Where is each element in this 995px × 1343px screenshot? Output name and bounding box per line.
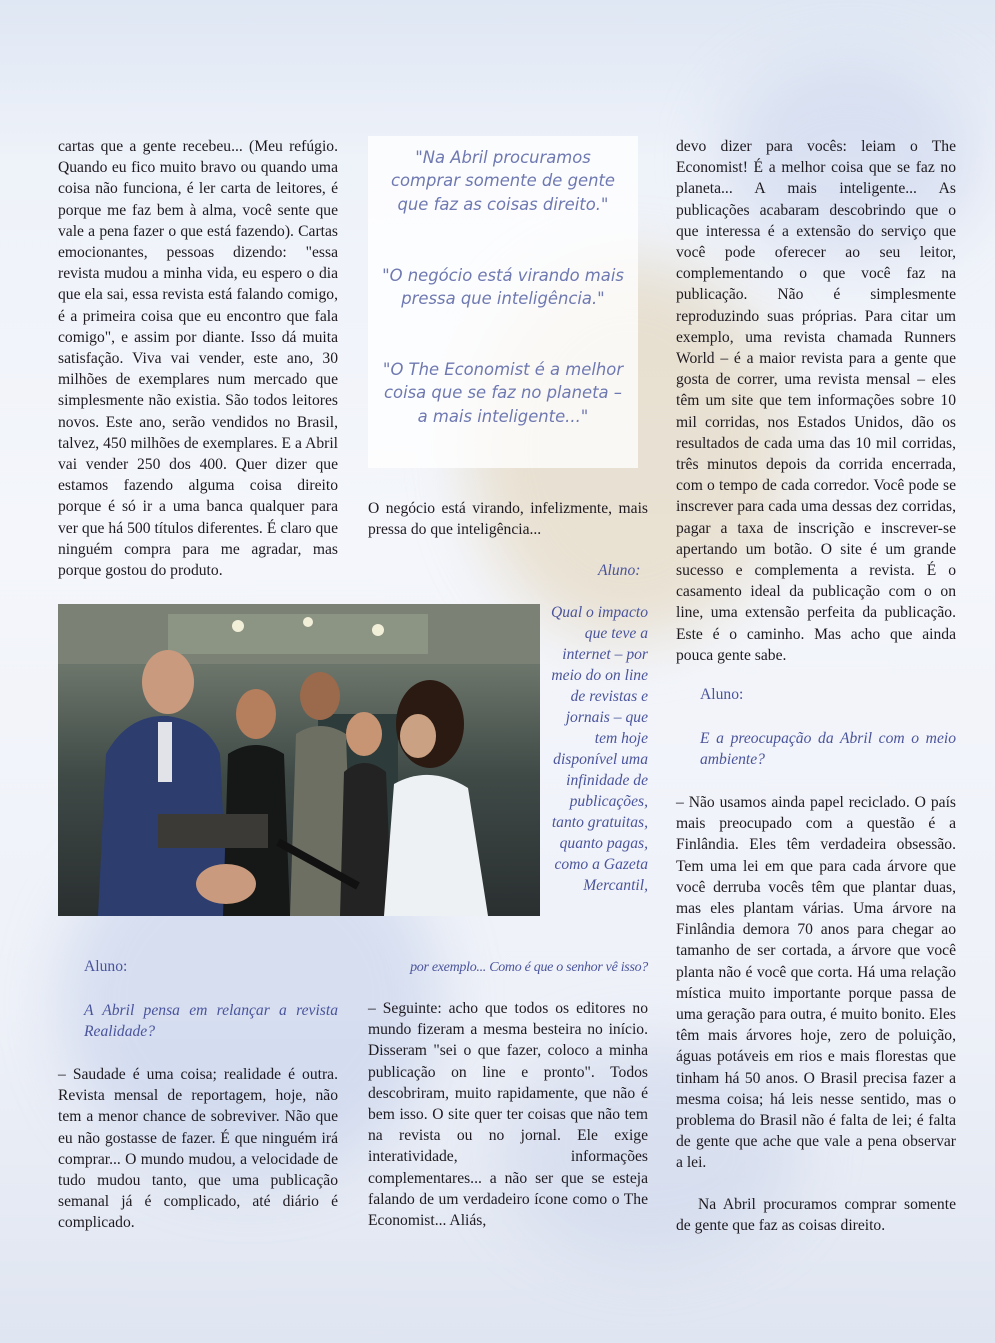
question-internet-tail: por exemplo... Como é que o senhor vê isso? <box>410 960 648 975</box>
aluno-label-mid: Aluno: <box>598 562 641 579</box>
right-column-text: devo dizer para vocês: leiam o The Economist! É a melhor coisa que se faz no planeta... A mais inteligente... As publicações acabaram descobrindo que o que interessa é a extensão do serviço que você pode oferecer ao seu leitor, complementando o que você faz na publicação. Não é simplesmente reproduzindo suas próprias. Para citar um exemplo, uma revista chamada Runners World – é a maior revista para a gente que gosta de correr, uma revista mensal – eles têm um site que tem informações sobre 10 mil corridas, nos Estados Unidos, dão os resultados de cada uma das 10 mil corridas, três minutos depois da corrida encerrada, com o tempo de cada corredor. Você pode se inscrever para cada uma dessas dez corridas, pagar a taxa de inscrição e inscrever-se apertando um botão. O site é um grande sucesso e complementa a revista. É o casamento ideal da publicação com o on line, uma extensão perfeita da publicação. Este é o caminho. Mas acho que ainda pouca gente sabe. <box>676 138 956 664</box>
left-column-text: cartas que a gente recebeu... (Meu refúgio. Quando eu fico muito bravo ou quando uma coisa não funciona, é ler carta de leitores, é porque me faz bem à alma, você sente que vale a pena fazer o que está fazendo). Cartas emocionantes, pessoas dizendo: "essa revista mudou a minha vida, eu espero o dia que ela sai, essa revista está falando comigo, é a primeira coisa que eu encontro que fala comigo", e assim por diante. Isso dá muita satisfação. Viva vai vender, este ano, 30 milhões de exemplares num mercado que simplesmente não existia. São todos leitores novos. Este ano, serão vendidos no Brasil, talvez, 450 milhões de exemplares. E a Abril vai vender 250 dos 400. Quer dizer que estamos fazendo alguma coisa direito porque é só ir a uma banca qualquer para ver que há 500 títulos diferentes. É claro que ninguém compra para me agradar, mas porque gostou do produto. <box>58 138 338 580</box>
mid-column-text: O negócio está virando, infelizmente, mais pressa do que inteligência... <box>368 500 648 539</box>
question-internet: Qual o impacto que teve a internet – por meio do on line de revistas e jornais – que tem hoje disponível uma infinidade de publicações, tanto gratuitas, quanto pagas, como a Gazeta Mercantil, <box>550 604 648 894</box>
pull-quote-1: "Na Abril procuramos comprar somente de gente que faz as coisas direito." <box>391 148 615 214</box>
right-column <box>676 136 956 666</box>
photo-illustration <box>58 604 540 916</box>
answer-internet: – Seguinte: acho que todos os editores no mundo fizeram a mesma besteira no início. Disseram "sei o que fazer, coloco a minha publicação on line e pronto". Todos descobriram, muito rapidamente, que não é bem isso. O site quer ter coisas que não tem na revista ou no jornal. Ele exige interatividade, informações complementares... a não ser que se esteja falando de um verdadeiro ícone como o The Economist... Aliás, <box>368 1000 648 1230</box>
question-meio-ambiente: E a preocupação da Abril com o meio ambiente? <box>700 730 956 768</box>
aluno-label-bottom-left: Aluno: <box>84 958 128 975</box>
pull-quote-3: "O The Economist é a melhor coisa que se faz no planeta – a mais inteligente..." <box>382 360 624 426</box>
answer-meio-ambiente: – Não usamos ainda papel reciclado. O país mais preocupado com a questão é a Finlândia. Eles têm verdadeira obsessão. Tem uma lei em que para cada árvore que você derruba vocês têm que plantar duas, mas eles plantam várias. Uma árvore na Finlândia demora 70 anos para chegar ao tamanho de ser cortada, a árvore que você planta não é você que corta. Há uma relação mística muito importante porque passa de uma geração para outra, é muito bonito. Eles têm mais árvores hoje, zero de poluição, águas potáveis em rios e mais florestas que tinham há 50 anos. O Brasil precisa fazer a mesma coisa; há leis nesse sentido, mas o problema do Brasil não é falta de lei; é falta de gente que ache que vale a pena observar a lei. <box>676 794 956 1172</box>
pull-quote-box <box>368 136 638 468</box>
left-column <box>58 136 338 581</box>
pull-quote-2: "O negócio está virando mais pressa que inteligência." <box>382 266 624 309</box>
question-realidade: A Abril pensa em relançar a revista Realidade? <box>84 1002 338 1040</box>
mid-column-intro <box>368 498 648 540</box>
answer-realidade: – Saudade é uma coisa; realidade é outra. Revista mensal de reportagem, hoje, não tem a menor chance de sobreviver. Não que eu não gostasse de fazer. É que ninguém irá comprar... O mundo mudou, a velocidade de tudo mudou tanto, que uma publicação semanal já é complicado, até diário é complicado. <box>58 1066 338 1232</box>
answer-meio-ambiente-closing: Na Abril procuramos comprar somente de gente que faz as coisas direito. <box>676 1196 956 1235</box>
photo-speaker-with-students <box>58 604 540 916</box>
aluno-label-right: Aluno: <box>700 686 744 703</box>
